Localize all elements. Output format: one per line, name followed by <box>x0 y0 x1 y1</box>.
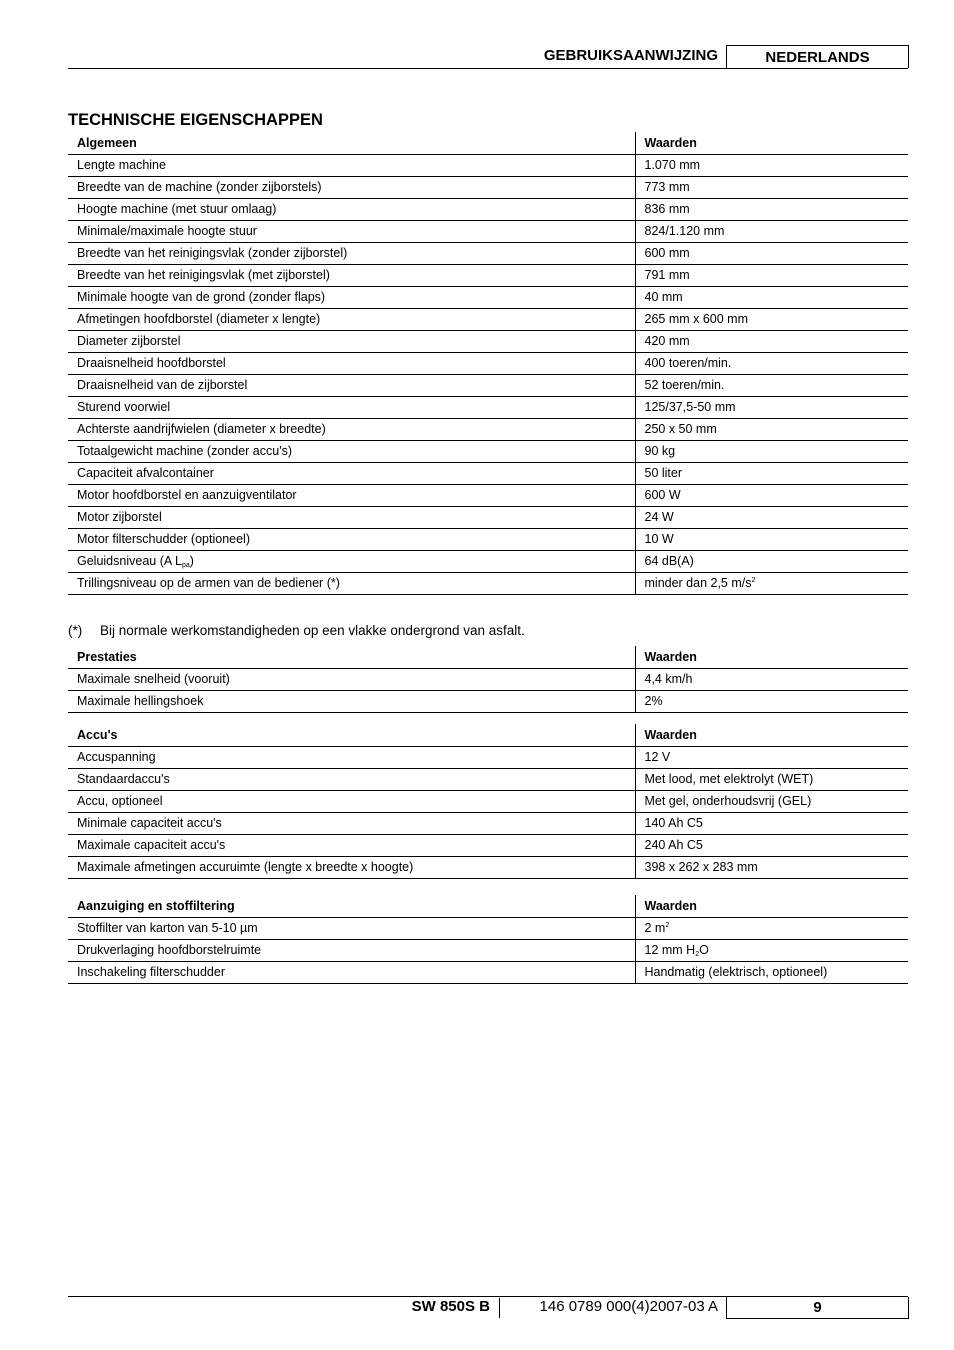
spec-value: 24 W <box>635 506 908 528</box>
spec-value: Handmatig (elektrisch, optioneel) <box>635 961 908 983</box>
spec-value <box>635 939 908 961</box>
spec-value: Met gel, onderhoudsvrij (GEL) <box>635 790 908 812</box>
spec-label <box>68 550 635 572</box>
table-header-row <box>68 895 908 917</box>
spec-label: Accu, optioneel <box>68 790 635 812</box>
footnote-text: Bij normale werkomstandigheden op een vlakke ondergrond van asfalt. <box>100 623 525 638</box>
table-row <box>68 572 908 594</box>
footnote <box>68 623 525 638</box>
section-title: TECHNISCHE EIGENSCHAPPEN <box>68 111 323 129</box>
spec-value: 50 liter <box>635 462 908 484</box>
document-title: GEBRUIKSAANWIJZING <box>543 47 718 64</box>
spec-label: Motor hoofdborstel en aanzuigventilator <box>68 484 635 506</box>
table-row <box>68 418 908 440</box>
spec-label: Afmetingen hoofdborstel (diameter x lengte) <box>68 308 635 330</box>
spec-value: 824/1.120 mm <box>635 220 908 242</box>
superscript: 2 <box>751 577 756 584</box>
table-row <box>68 746 908 768</box>
table-row <box>68 917 908 939</box>
suction-body <box>68 895 908 983</box>
spec-value: 140 Ah C5 <box>635 812 908 834</box>
spec-value: 420 mm <box>635 330 908 352</box>
spec-label: Accuspanning <box>68 746 635 768</box>
spec-label: Inschakeling filterschudder <box>68 961 635 983</box>
batteries-body <box>68 724 908 878</box>
table-row <box>68 668 908 690</box>
document-code: 146 0789 000(4)2007-03 A <box>539 1298 718 1315</box>
spec-value: 600 W <box>635 484 908 506</box>
spec-value: 10 W <box>635 528 908 550</box>
spec-label: Motor filterschudder (optioneel) <box>68 528 635 550</box>
page-number: 9 <box>726 1297 909 1319</box>
table-row <box>68 264 908 286</box>
table-row <box>68 506 908 528</box>
table-row <box>68 690 908 712</box>
spec-value: 265 mm x 600 mm <box>635 308 908 330</box>
spec-label: Sturend voorwiel <box>68 396 635 418</box>
spec-label: Standaardaccu's <box>68 768 635 790</box>
table-row <box>68 352 908 374</box>
header-cell: Waarden <box>635 724 908 746</box>
table-row <box>68 330 908 352</box>
spec-value: 90 kg <box>635 440 908 462</box>
table-row <box>68 220 908 242</box>
spec-value: 64 dB(A) <box>635 550 908 572</box>
performance-table <box>68 646 908 713</box>
language-label: NEDERLANDS <box>726 45 909 68</box>
spec-value: 398 x 262 x 283 mm <box>635 856 908 878</box>
spec-value: 400 toeren/min. <box>635 352 908 374</box>
model-name: SW 850S B <box>411 1298 490 1315</box>
spec-label: Totaalgewicht machine (zonder accu's) <box>68 440 635 462</box>
header-cell: Accu's <box>68 724 635 746</box>
table-row <box>68 440 908 462</box>
spec-value: 52 toeren/min. <box>635 374 908 396</box>
spec-value: 791 mm <box>635 264 908 286</box>
table-row <box>68 484 908 506</box>
general-specs-body <box>68 132 908 594</box>
table-row <box>68 768 908 790</box>
spec-label: Achterste aandrijfwielen (diameter x breedte) <box>68 418 635 440</box>
table-row <box>68 790 908 812</box>
spec-label: Breedte van het reinigingsvlak (zonder zijborstel) <box>68 242 635 264</box>
table-row <box>68 939 908 961</box>
spec-label: Breedte van het reinigingsvlak (met zijborstel) <box>68 264 635 286</box>
table-row <box>68 154 908 176</box>
table-row <box>68 308 908 330</box>
header-cell: Waarden <box>635 132 908 154</box>
spec-value: 4,4 km/h <box>635 668 908 690</box>
value-text: 2 m <box>644 921 666 935</box>
table-row <box>68 856 908 878</box>
spec-value: 600 mm <box>635 242 908 264</box>
table-header-row <box>68 724 908 746</box>
table-row <box>68 176 908 198</box>
spec-label: Lengte machine <box>68 154 635 176</box>
general-specs-table <box>68 132 908 595</box>
spec-label: Minimale/maximale hoogte stuur <box>68 220 635 242</box>
spec-label: Motor zijborstel <box>68 506 635 528</box>
spec-label: Minimale hoogte van de grond (zonder flaps) <box>68 286 635 308</box>
spec-value <box>635 917 908 939</box>
spec-value: 40 mm <box>635 286 908 308</box>
value-text: 12 mm H <box>644 942 696 957</box>
spec-label: Maximale hellingshoek <box>68 690 635 712</box>
spec-label: Stoffilter van karton van 5-10 µm <box>68 917 635 939</box>
spec-value: 1.070 mm <box>635 154 908 176</box>
performance-body <box>68 646 908 712</box>
spec-value: 773 mm <box>635 176 908 198</box>
spec-value: 250 x 50 mm <box>635 418 908 440</box>
header-cell: Waarden <box>635 646 908 668</box>
spec-label: Maximale snelheid (vooruit) <box>68 668 635 690</box>
table-row <box>68 198 908 220</box>
table-row <box>68 834 908 856</box>
spec-value: 2% <box>635 690 908 712</box>
table-row <box>68 396 908 418</box>
header-rule <box>68 68 908 69</box>
spec-value: 240 Ah C5 <box>635 834 908 856</box>
spec-value: 836 mm <box>635 198 908 220</box>
spec-label: Minimale capaciteit accu's <box>68 812 635 834</box>
table-header-row <box>68 132 908 154</box>
spec-value <box>635 572 908 594</box>
table-row <box>68 242 908 264</box>
suction-table <box>68 895 908 984</box>
table-row <box>68 812 908 834</box>
subscript: 2 <box>695 950 700 958</box>
superscript: 2 <box>665 922 670 929</box>
spec-label: Diameter zijborstel <box>68 330 635 352</box>
spec-value: 12 V <box>635 746 908 768</box>
subscript: pa <box>181 561 190 569</box>
table-row <box>68 961 908 983</box>
label-text: Geluidsniveau (A L <box>77 553 182 568</box>
table-header-row <box>68 646 908 668</box>
spec-label: Trillingsniveau op de armen van de bediener (*) <box>68 572 635 594</box>
table-row <box>68 550 908 572</box>
spec-label: Hoogte machine (met stuur omlaag) <box>68 198 635 220</box>
batteries-table <box>68 724 908 879</box>
label-text: ) <box>189 553 194 568</box>
table-row <box>68 528 908 550</box>
header-cell: Algemeen <box>68 132 635 154</box>
spec-label: Maximale capaciteit accu's <box>68 834 635 856</box>
spec-value: Met lood, met elektrolyt (WET) <box>635 768 908 790</box>
spec-label: Capaciteit afvalcontainer <box>68 462 635 484</box>
header-cell: Waarden <box>635 895 908 917</box>
value-text: minder dan 2,5 m/s <box>644 576 752 590</box>
spec-label: Draaisnelheid van de zijborstel <box>68 374 635 396</box>
value-text: O <box>699 942 709 957</box>
header-cell: Aanzuiging en stoffiltering <box>68 895 635 917</box>
footnote-mark: (*) <box>68 623 83 638</box>
table-row <box>68 462 908 484</box>
spec-label: Maximale afmetingen accuruimte (lengte x breedte x hoogte) <box>68 856 635 878</box>
table-row <box>68 374 908 396</box>
spec-value: 125/37,5-50 mm <box>635 396 908 418</box>
header-cell: Prestaties <box>68 646 635 668</box>
spec-label: Drukverlaging hoofdborstelruimte <box>68 939 635 961</box>
table-row <box>68 286 908 308</box>
spec-label: Draaisnelheid hoofdborstel <box>68 352 635 374</box>
spec-label: Breedte van de machine (zonder zijborstels) <box>68 176 635 198</box>
